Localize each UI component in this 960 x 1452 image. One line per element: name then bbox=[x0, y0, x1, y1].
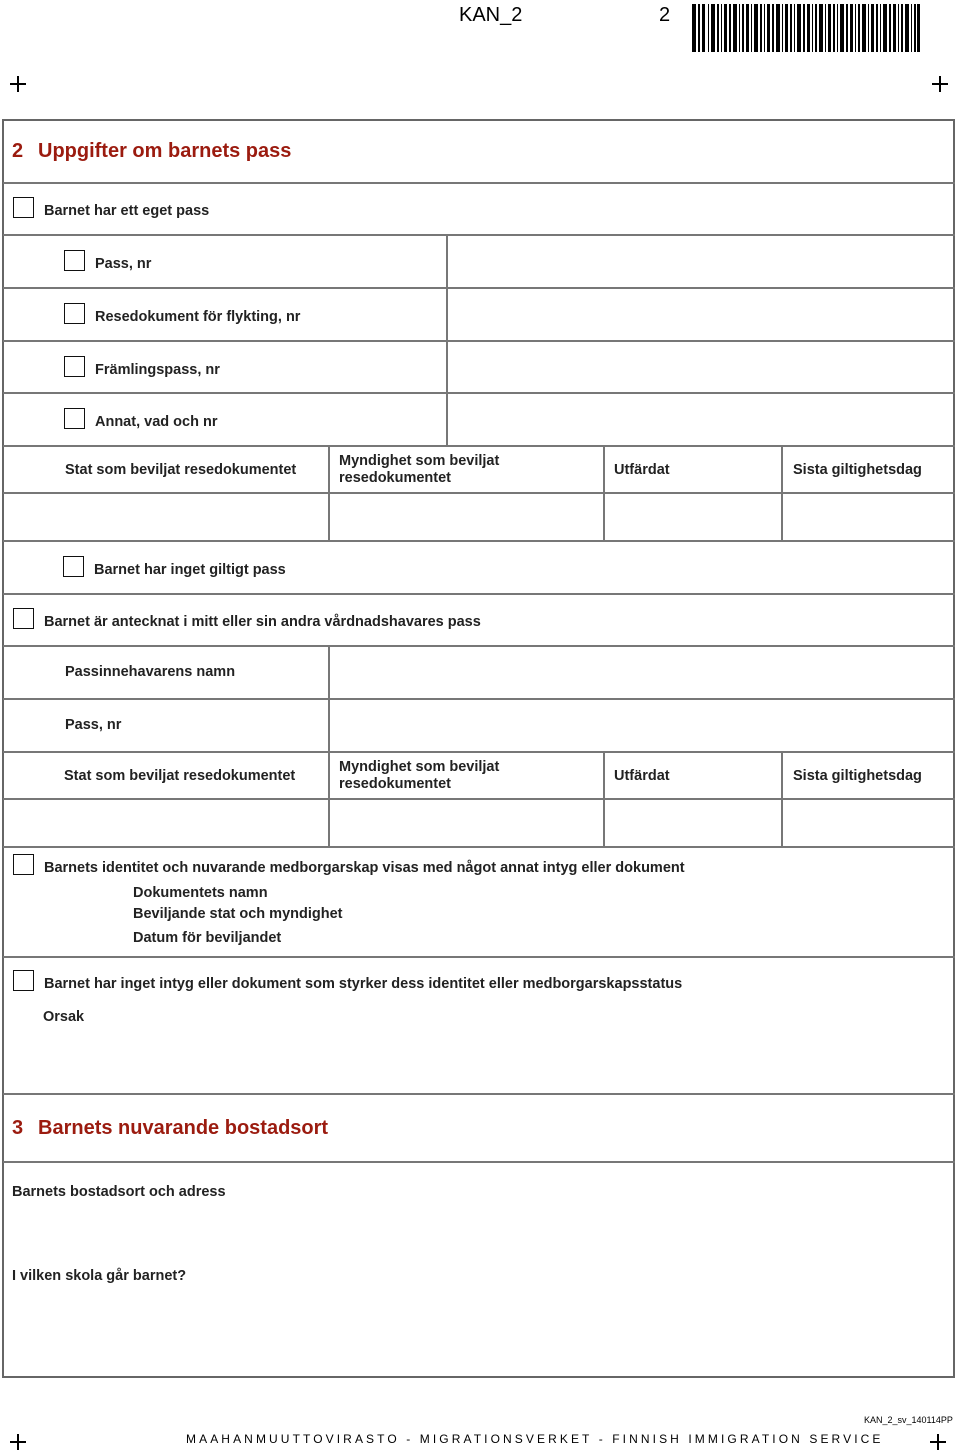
other-document-checkbox[interactable] bbox=[64, 408, 85, 429]
section-2-title: Uppgifter om barnets pass bbox=[38, 140, 292, 162]
form-code: KAN_2 bbox=[459, 4, 523, 26]
school-input[interactable] bbox=[4, 1290, 954, 1376]
guardian-passport-checkbox[interactable] bbox=[13, 608, 34, 629]
section-2-heading bbox=[12, 140, 291, 163]
guardian-passport-nr-label: Pass, nr bbox=[65, 717, 122, 733]
registration-mark-icon bbox=[10, 76, 26, 92]
section-3-number: 3 bbox=[12, 1117, 24, 1139]
authority-column-header: Myndighet som beviljat resedokumentet bbox=[339, 453, 500, 486]
row-divider bbox=[3, 846, 955, 848]
refugee-document-checkbox[interactable] bbox=[64, 303, 85, 324]
guardian-expiry-date-input[interactable] bbox=[783, 800, 954, 846]
refugee-document-label: Resedokument för flykting, nr bbox=[95, 309, 301, 325]
passport-number-field[interactable] bbox=[448, 236, 954, 287]
authority-column-header: Myndighet som beviljat resedokumentet bbox=[339, 759, 500, 792]
guardian-passport-nr-input[interactable] bbox=[330, 700, 954, 751]
registration-mark-icon bbox=[930, 1434, 946, 1450]
address-input[interactable] bbox=[4, 1204, 954, 1264]
row-divider bbox=[3, 540, 955, 542]
passport-checkbox[interactable] bbox=[64, 250, 85, 271]
row-divider bbox=[3, 182, 955, 184]
state-column-header: Stat som beviljat resedokumentet bbox=[65, 462, 297, 478]
section-3-title: Barnets nuvarande bostadsort bbox=[38, 1117, 329, 1139]
reason-input[interactable] bbox=[4, 1030, 954, 1092]
row-divider bbox=[3, 593, 955, 595]
holder-name-label: Passinnehavarens namn bbox=[65, 664, 236, 680]
address-label: Barnets bostadsort och adress bbox=[12, 1184, 226, 1200]
expiry-column-header: Sista giltighetsdag bbox=[793, 462, 922, 478]
document-name-label: Dokumentets namn bbox=[133, 885, 268, 901]
state-input[interactable] bbox=[4, 494, 327, 540]
refugee-document-number-field[interactable] bbox=[448, 289, 954, 340]
no-document-checkbox[interactable] bbox=[13, 970, 34, 991]
alien-passport-number-field[interactable] bbox=[448, 342, 954, 392]
issuing-state-authority-label: Beviljande stat och myndighet bbox=[133, 906, 343, 922]
no-document-label: Barnet har inget intyg eller dokument som styrker dess identitet eller medborgarskapsstatus bbox=[44, 976, 683, 992]
expiry-column-header: Sista giltighetsdag bbox=[793, 768, 922, 784]
no-valid-passport-label: Barnet har inget giltigt pass bbox=[94, 562, 286, 578]
other-document-label: Annat, vad och nr bbox=[95, 414, 218, 430]
issued-column-header: Utfärdat bbox=[614, 768, 670, 784]
agency-footer: MAAHANMUUTTOVIRASTO - MIGRATIONSVERKET - FINNISH IMMIGRATION SERVICE bbox=[186, 1432, 884, 1446]
reason-label: Orsak bbox=[43, 1009, 85, 1025]
barcode-image bbox=[692, 4, 920, 52]
issue-date-label: Datum för beviljandet bbox=[133, 930, 282, 946]
section-3-heading bbox=[12, 1117, 328, 1140]
row-divider bbox=[3, 751, 955, 753]
identity-other-document-checkbox[interactable] bbox=[13, 854, 34, 875]
holder-name-input[interactable] bbox=[330, 647, 954, 698]
guardian-authority-input[interactable] bbox=[330, 800, 602, 846]
guardian-passport-label: Barnet är antecknat i mitt eller sin andra vårdnadshavares pass bbox=[44, 614, 481, 630]
own-passport-checkbox[interactable] bbox=[13, 197, 34, 218]
identity-other-document-label: Barnets identitet och nuvarande medborgarskap visas med något annat intyg eller dokument bbox=[44, 860, 685, 876]
page-number: 2 bbox=[659, 4, 671, 26]
school-label: I vilken skola går barnet? bbox=[12, 1268, 187, 1284]
other-document-field[interactable] bbox=[448, 394, 954, 445]
alien-passport-label: Främlingspass, nr bbox=[95, 362, 220, 378]
no-valid-passport-checkbox[interactable] bbox=[63, 556, 84, 577]
issued-column-header: Utfärdat bbox=[614, 462, 670, 478]
section-2-number: 2 bbox=[12, 140, 24, 162]
alien-passport-checkbox[interactable] bbox=[64, 356, 85, 377]
row-divider bbox=[3, 1161, 955, 1163]
row-divider bbox=[3, 1093, 955, 1095]
state-column-header: Stat som beviljat resedokumentet bbox=[64, 768, 296, 784]
registration-mark-icon bbox=[10, 1434, 26, 1450]
row-divider bbox=[3, 956, 955, 958]
form-version: KAN_2_sv_140114PP bbox=[864, 1415, 953, 1425]
issued-date-input[interactable] bbox=[605, 494, 780, 540]
guardian-state-input[interactable] bbox=[4, 800, 327, 846]
guardian-issued-date-input[interactable] bbox=[605, 800, 780, 846]
expiry-date-input[interactable] bbox=[783, 494, 954, 540]
own-passport-label: Barnet har ett eget pass bbox=[44, 203, 210, 219]
authority-input[interactable] bbox=[330, 494, 602, 540]
registration-mark-icon bbox=[932, 76, 948, 92]
passport-label: Pass, nr bbox=[95, 256, 152, 272]
row-divider bbox=[3, 445, 955, 447]
